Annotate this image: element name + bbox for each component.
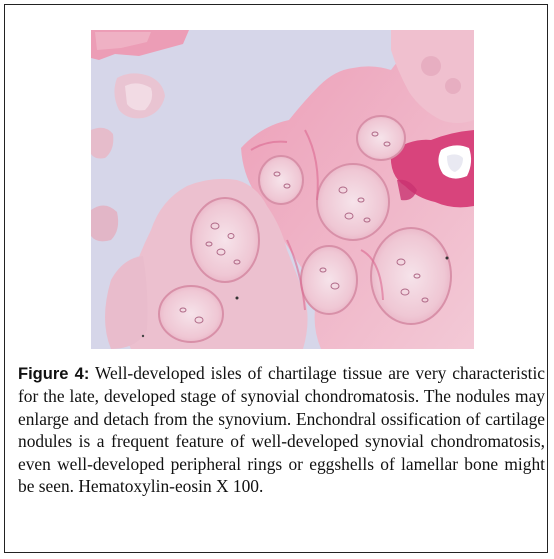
figure-frame (4, 4, 548, 553)
figure-caption (18, 362, 545, 497)
figure-label: Figure 4: (18, 365, 90, 383)
histology-micrograph (91, 30, 474, 349)
figure-caption-text: Well-developed isles of chartilage tissue are very characteristic for the late, developed stage of synovial chondromatosis. The nodules may enlarge and detach from the synovium. Enchondral ossification of cartilage nodules is a frequent feature of well-developed synovial chondromatosis, even well-developed peripheral rings or eggshells of lamellar bone might be seen. Hematoxylin-eosin X 100. (18, 363, 545, 497)
micrograph-image (91, 30, 474, 349)
